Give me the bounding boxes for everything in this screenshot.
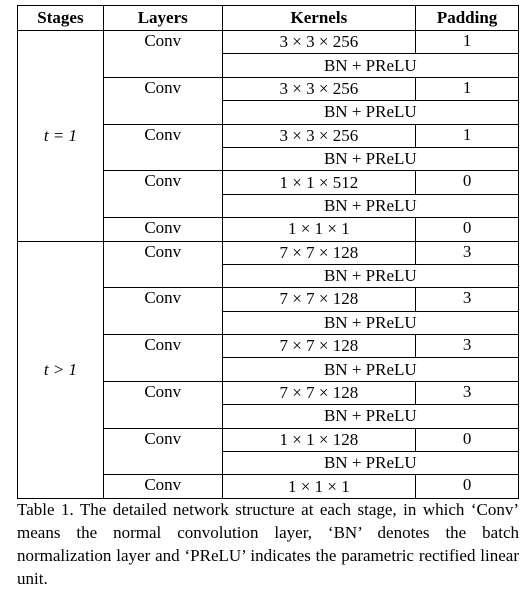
kernel-cell: 3 × 3 × 256: [222, 77, 416, 100]
header-kernels: Kernels: [222, 6, 416, 31]
stage-label: t = 1: [18, 31, 104, 242]
layer-cell: Conv: [103, 241, 222, 288]
kernel-cell: 1 × 1 × 128: [222, 428, 416, 451]
kernel-cell: 1 × 1 × 1: [222, 475, 416, 498]
kernel-cell: 3 × 3 × 256: [222, 124, 416, 147]
bn-prelu-cell: BN + PReLU: [222, 101, 518, 124]
header-stages: Stages: [18, 6, 104, 31]
padding-cell: 0: [416, 171, 519, 194]
layer-cell: Conv: [103, 124, 222, 171]
kernel-cell: 3 × 3 × 256: [222, 31, 416, 54]
bn-prelu-cell: BN + PReLU: [222, 54, 518, 77]
layer-cell: Conv: [103, 171, 222, 218]
kernel-cell: 1 × 1 × 512: [222, 171, 416, 194]
bn-prelu-cell: BN + PReLU: [222, 405, 518, 428]
stage-label: t > 1: [18, 241, 104, 498]
padding-cell: 1: [416, 124, 519, 147]
kernel-cell: 7 × 7 × 128: [222, 381, 416, 404]
layer-cell: Conv: [103, 335, 222, 382]
table-caption: Table 1. The detailed network structure at each stage, in which ‘Conv’ means the normal convolution layer, ‘BN’ denotes the batch normalization layer and ‘PReLU’ indicates the parametric rectified linear unit.: [17, 500, 519, 588]
padding-cell: 1: [416, 31, 519, 54]
bn-prelu-cell: BN + PReLU: [222, 194, 518, 217]
bn-prelu-cell: BN + PReLU: [222, 147, 518, 170]
layer-cell: Conv: [103, 475, 222, 498]
kernel-cell: 1 × 1 × 1: [222, 218, 416, 241]
header-layers: Layers: [103, 6, 222, 31]
header-row: [18, 6, 519, 31]
padding-cell: 3: [416, 241, 519, 264]
layer-cell: Conv: [103, 381, 222, 428]
table-row: [18, 241, 519, 264]
layer-cell: Conv: [103, 31, 222, 78]
padding-cell: 3: [416, 381, 519, 404]
padding-cell: 0: [416, 218, 519, 241]
padding-cell: 0: [416, 475, 519, 498]
layer-cell: Conv: [103, 218, 222, 241]
padding-cell: 0: [416, 428, 519, 451]
kernel-cell: 7 × 7 × 128: [222, 241, 416, 264]
bn-prelu-cell: BN + PReLU: [222, 264, 518, 287]
padding-cell: 1: [416, 77, 519, 100]
layer-cell: Conv: [103, 288, 222, 335]
bn-prelu-cell: BN + PReLU: [222, 358, 518, 381]
layer-cell: Conv: [103, 77, 222, 124]
table-row: [18, 31, 519, 54]
header-padding: Padding: [416, 6, 519, 31]
bn-prelu-cell: BN + PReLU: [222, 311, 518, 334]
kernel-cell: 7 × 7 × 128: [222, 335, 416, 358]
kernel-cell: 7 × 7 × 128: [222, 288, 416, 311]
network-structure-table: [17, 5, 519, 499]
padding-cell: 3: [416, 335, 519, 358]
padding-cell: 3: [416, 288, 519, 311]
layer-cell: Conv: [103, 428, 222, 475]
bn-prelu-cell: BN + PReLU: [222, 452, 518, 475]
